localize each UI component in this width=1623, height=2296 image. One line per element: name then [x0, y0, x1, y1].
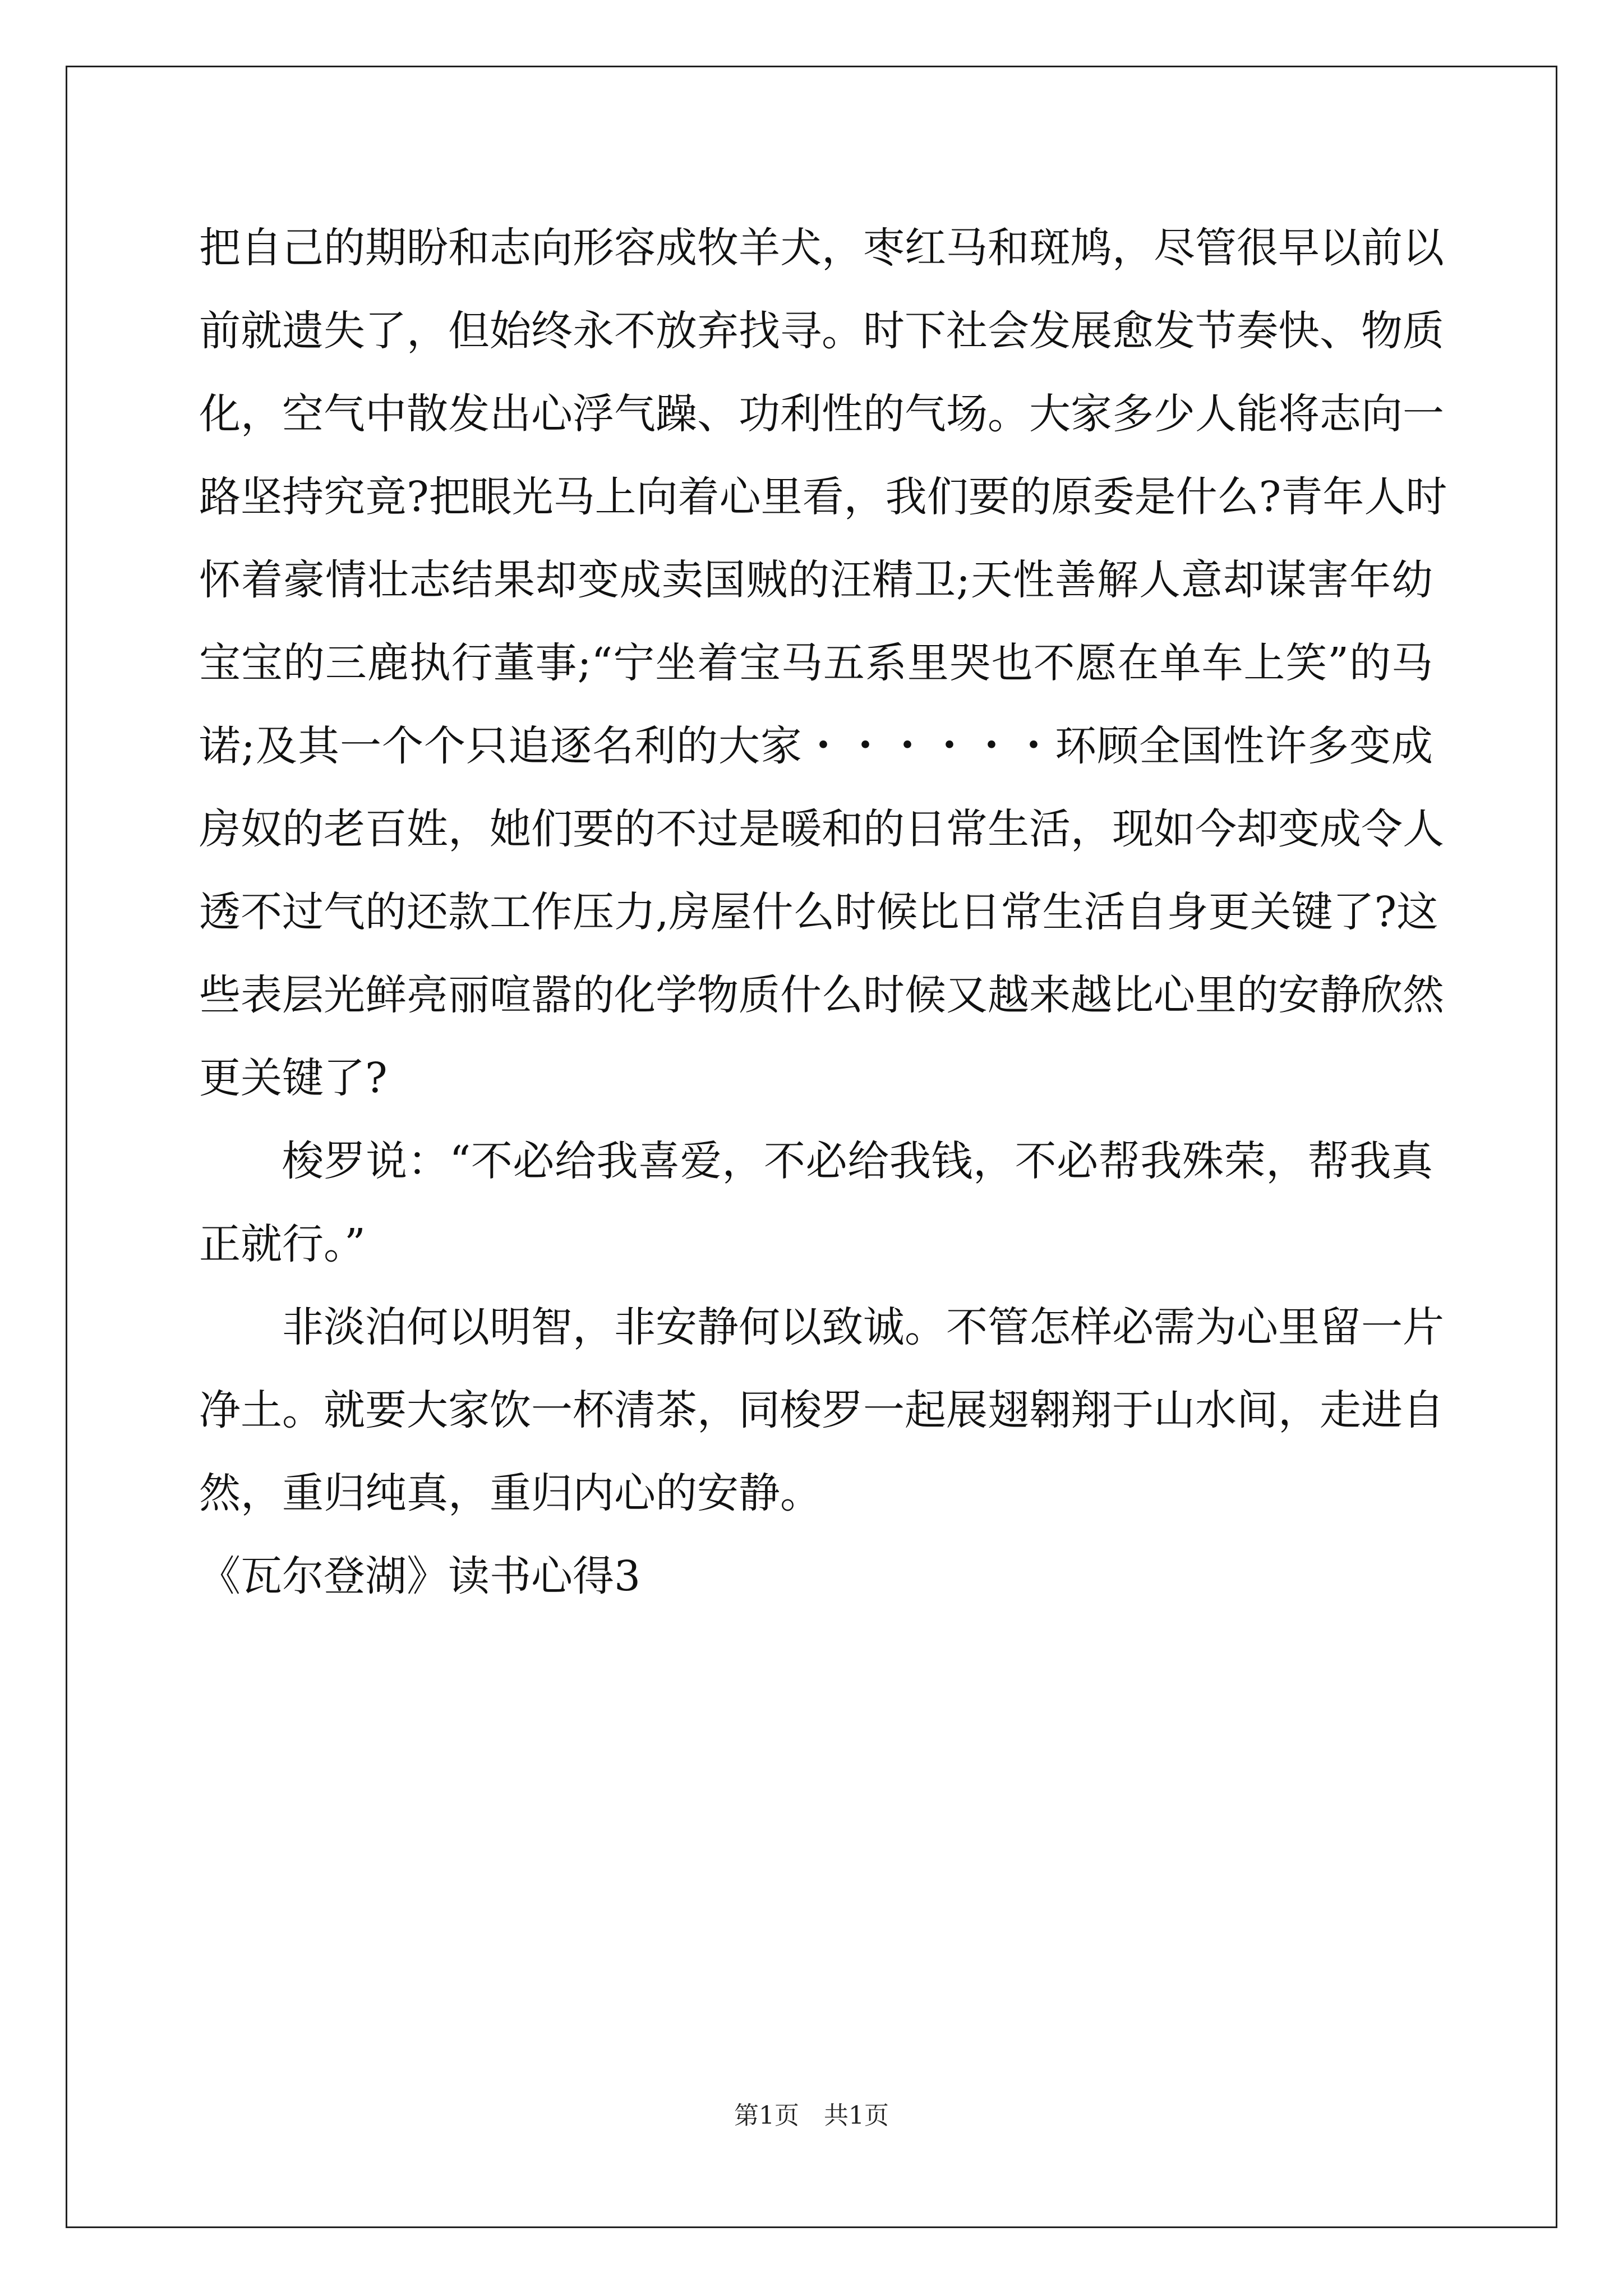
text-line: 然，重归纯真，重归内心的安静。 [199, 1469, 822, 1517]
text-line: 正就行。” [199, 1220, 366, 1268]
text-line: 房奴的老百姓，她们要的不过是暖和的日常生活，现如今却变成令人 [199, 805, 1444, 853]
text-line: 怀着豪情壮志结果却变成卖国贼的汪精卫;天性善解人意却谋害年幼 [199, 556, 1433, 604]
text-line: 前就遗失了，但始终永不放弃找寻。时下社会发展愈发节奏快、物质 [199, 307, 1444, 355]
text-line: 净土。就要大家饮一杯清茶，同梭罗一起展翅翱翔于山水间，走进自 [199, 1386, 1444, 1434]
text-line: 诺;及其一个个只追逐名利的大家・・・・・・环顾全国性许多变成 [199, 722, 1433, 770]
text-line: 化，空气中散发出心浮气躁、功利性的气场。大家多少人能将志向一 [199, 390, 1444, 438]
text-line: 梭罗说：“不必给我喜爱，不必给我钱，不必帮我殊荣，帮我真 [282, 1137, 1433, 1185]
text-line: 非淡泊何以明智，非安静何以致诚。不管怎样必需为心里留一片 [282, 1303, 1444, 1351]
page-footer: 第1页 共1页 [734, 2101, 889, 2130]
text-line: 路坚持究竟?把眼光马上向着心里看，我们要的原委是什么?青年人时 [199, 473, 1447, 521]
document-body [199, 206, 1447, 1618]
section-heading: 《瓦尔登湖》读书心得3 [199, 1552, 641, 1600]
text-line: 把自己的期盼和志向形容成牧羊犬，枣红马和斑鸠，尽管很早以前以 [199, 224, 1444, 272]
text-line: 更关键了? [199, 1054, 388, 1102]
text-line: 些表层光鲜亮丽喧嚣的化学物质什么时候又越来越比心里的安静欣然 [199, 971, 1444, 1019]
text-line: 宝宝的三鹿执行董事;“宁坐着宝马五系里哭也不愿在单车上笑”的马 [199, 639, 1433, 687]
text-line: 透不过气的还款工作压力,房屋什么时候比日常生活自身更关键了?这 [199, 888, 1438, 936]
